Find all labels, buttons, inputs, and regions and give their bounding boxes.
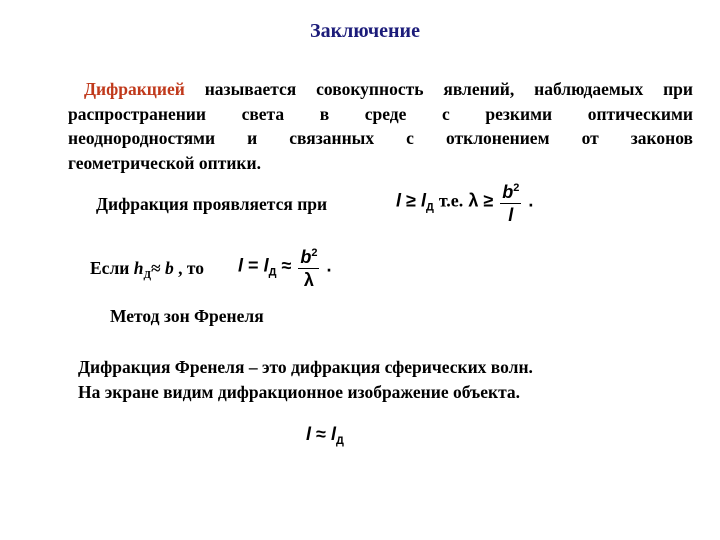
- case-eq-sign: =: [248, 255, 259, 276]
- condition-ie: т.е.: [438, 190, 464, 211]
- case-frac-b: b: [300, 247, 312, 267]
- page-title: Заключение: [310, 20, 420, 42]
- case-formula-sub: Д: [268, 266, 277, 279]
- condition-lambda: λ: [468, 190, 479, 211]
- condition-formula: [396, 177, 533, 226]
- case-then: , то: [178, 258, 205, 278]
- condition-fraction-numerator: [500, 177, 521, 204]
- definition-term: Дифракцией: [84, 79, 185, 99]
- definition-paragraph: [68, 77, 693, 175]
- case-fraction-numerator: [298, 242, 319, 269]
- condition-period: .: [528, 190, 534, 211]
- fresnel-line-2: На экране видим дифракционное изображение объекта.: [78, 382, 521, 402]
- case-fraction-denominator: λ: [303, 270, 314, 290]
- condition-fraction: [500, 177, 521, 226]
- definition-line-1-rest: называется совокупность явлений, наблюдаемых при: [184, 79, 693, 99]
- case-if: Если: [90, 258, 130, 278]
- final-l: l: [306, 424, 312, 444]
- condition-fraction-denominator: [500, 204, 521, 226]
- case-h: h: [133, 258, 144, 278]
- case-l-d: l: [263, 255, 269, 276]
- condition-ge-sign-2: ≥: [483, 190, 494, 211]
- case-formula: [238, 242, 332, 291]
- case-b: b: [165, 258, 174, 278]
- final-formula: [306, 424, 344, 447]
- condition-text: Дифракция проявляется при: [96, 194, 328, 214]
- definition-line-3: неоднородностями и связанных с отклонением от законов: [68, 128, 693, 148]
- condition-b: b: [502, 182, 514, 202]
- case-approx: ≈: [151, 258, 161, 278]
- case-l: l: [238, 255, 244, 276]
- condition-sub: Д: [425, 201, 434, 214]
- definition-line-4: геометрической оптики.: [68, 152, 261, 173]
- definition-line-1: [68, 77, 693, 102]
- method-heading: Метод зон Френеля: [110, 306, 264, 326]
- case-fraction: [298, 242, 319, 291]
- final-approx-sign: ≈: [316, 424, 326, 444]
- final-l-d: l: [330, 424, 336, 444]
- case-period: .: [326, 255, 332, 276]
- fresnel-paragraph: [78, 355, 533, 405]
- condition-l-d: l: [420, 190, 426, 211]
- case-exponent: 2: [311, 247, 318, 259]
- final-sub: Д: [335, 435, 344, 447]
- definition-line-2: распространении света в среде с резкими оптическими: [68, 103, 693, 124]
- condition-ge-sign: ≥: [406, 190, 416, 211]
- fresnel-line-1: Дифракция Френеля – это дифракция сферических волн.: [78, 357, 533, 377]
- condition-den-l: l: [508, 205, 514, 225]
- condition-exponent: 2: [513, 182, 520, 194]
- case-approx-sign: ≈: [281, 255, 292, 276]
- case-text: [90, 258, 204, 281]
- condition-l: l: [396, 190, 402, 211]
- case-h-sub: Д: [143, 269, 152, 281]
